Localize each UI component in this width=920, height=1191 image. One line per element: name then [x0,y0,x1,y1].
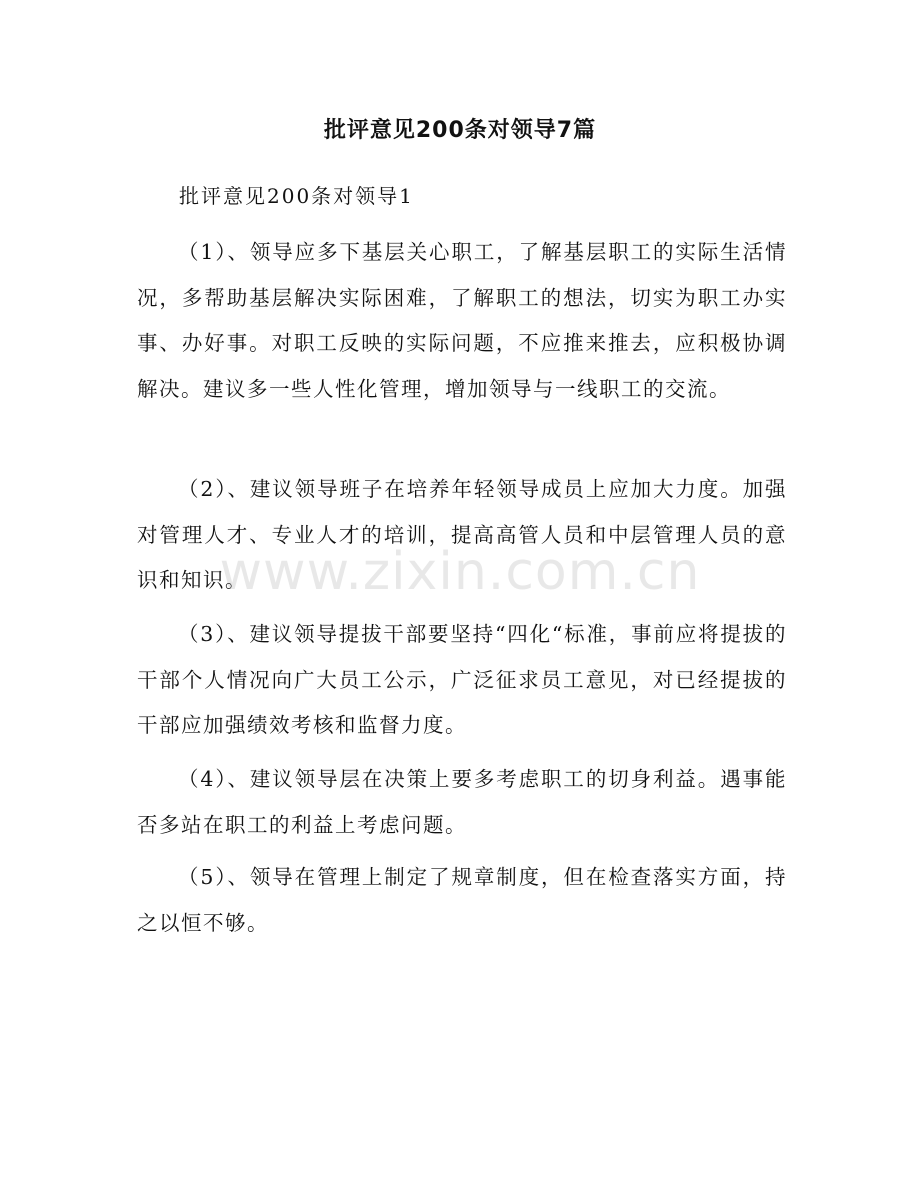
paragraph-3: （3）、建议领导提拔干部要坚持“四化“标准，事前应将提拔的干部个人情况向广大员工公示，广泛征求员工意见，对已经提拔的干部应加强绩效考核和监督力度。 [137,622,787,737]
document-title: 批评意见200条对领导7篇 [323,118,597,143]
section-subtitle: 批评意见200条对领导1 [179,184,414,208]
paragraph-4: （4）、建议领导层在决策上要多考虑职工的切身利益。遇事能否多站在职工的利益上考虑问题。 [137,767,787,837]
paragraph-5: （5）、领导在管理上制定了规章制度，但在检查落实方面，持之以恒不够。 [137,865,787,935]
paragraph-1: （1）、领导应多下基层关心职工，了解基层职工的实际生活情况，多帮助基层解决实际困难，了解职工的想法，切实为职工办实事、办好事。对职工反映的实际问题，不应推来推去，应积极协调解决。建议多一些人性化管理，增加领导与一线职工的交流。 [137,240,787,401]
paragraph-2: （2）、建议领导班子在培养年轻领导成员上应加大力度。加强对管理人才、专业人才的培训，提高高管人员和中层管理人员的意识和知识。 [137,477,787,592]
watermark: www.zixin.com.cn [219,542,701,602]
